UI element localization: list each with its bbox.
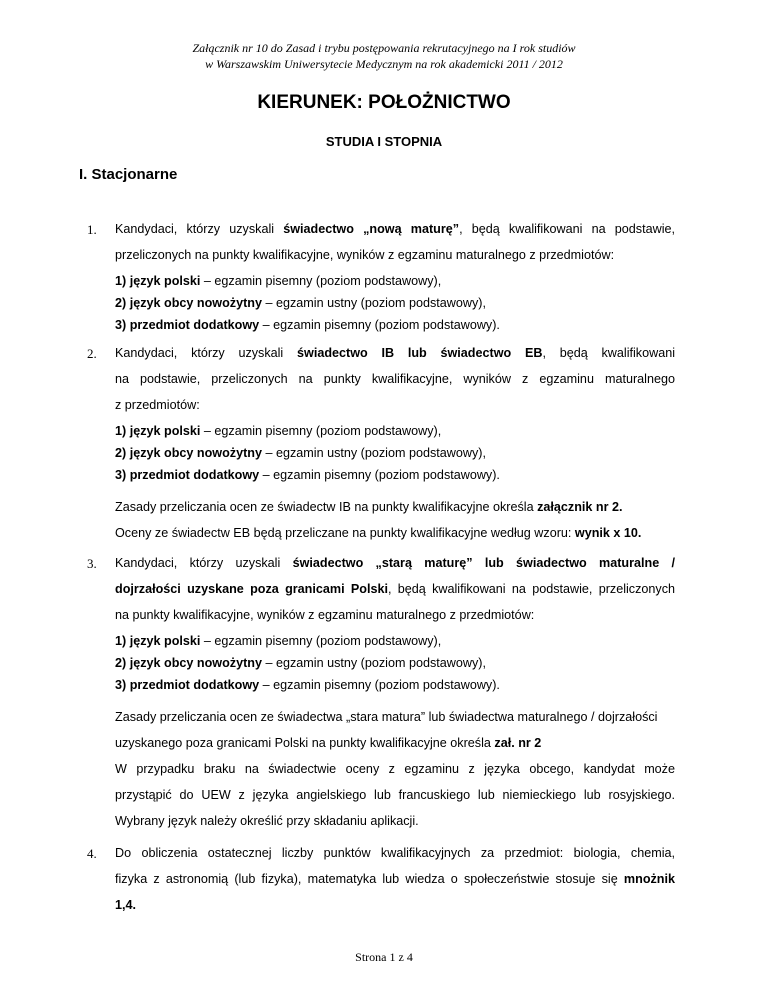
- item-3-line-2: dojrzałości uzyskane poza granicami Polski, będą kwalifikowani na podstawie, przeliczonych: [115, 582, 676, 596]
- item-1-subject-3: 3) przedmiot dodatkowy – egzamin pisemny (poziom podstawowy).: [115, 318, 500, 332]
- item-1-number: 1.: [87, 222, 97, 237]
- item-3-line-1: Kandydaci, którzy uzyskali świadectwo „starą maturę” lub świadectwo maturalne /: [115, 556, 675, 570]
- item-2-note-2: Oceny ze świadectw EB będą przeliczane na punkty kwalifikacyjne według wzoru: wynik x 10.: [115, 526, 642, 540]
- item-3-note-4: przystąpić do UEW z języka angielskiego lub francuskiego lub niemieckiego lub rosyjskiego.: [115, 788, 675, 802]
- item-1-line-2: przeliczonych na punkty kwalifikacyjne, wyników z egzaminu maturalnego z przedmiotów:: [115, 248, 615, 262]
- item-3-note-3: W przypadku braku na świadectwie oceny z egzaminu z języka obcego, kandydat może: [115, 762, 675, 776]
- item-2-line-1: Kandydaci, którzy uzyskali świadectwo IB lub świadectwo EB, będą kwalifikowani: [115, 346, 676, 360]
- item-1-subject-1: 1) język polski – egzamin pisemny (poziom podstawowy),: [115, 274, 442, 288]
- item-1-line-1: Kandydaci, którzy uzyskali świadectwo „nową maturę”, będą kwalifikowani na podstawie,: [115, 222, 676, 236]
- item-3-subject-1: 1) język polski – egzamin pisemny (poziom podstawowy),: [115, 634, 442, 648]
- item-1-subject-2: 2) język obcy nowożytny – egzamin ustny (poziom podstawowy),: [115, 296, 486, 310]
- item-3-subject-3: 3) przedmiot dodatkowy – egzamin pisemny (poziom podstawowy).: [115, 678, 500, 692]
- item-3-note-5: Wybrany język należy określić przy składaniu aplikacji.: [115, 814, 419, 828]
- section-heading: I. Stacjonarne: [79, 166, 178, 183]
- item-4-line-2: fizyka z astronomią (lub fizyka), matematyka lub wiedza o społeczeństwie stosuje się mnożnik: [115, 872, 675, 886]
- item-3-line-3: na punkty kwalifikacyjne, wyników z egzaminu maturalnego z przedmiotów:: [115, 608, 535, 622]
- page-subtitle: STUDIA I STOPNIA: [325, 134, 443, 149]
- header-line-1: Załącznik nr 10 do Zasad i trybu postępowania rekrutacyjnego na I rok studiów: [192, 41, 576, 55]
- page-footer: Strona 1 z 4: [355, 950, 413, 964]
- item-2-subject-2: 2) język obcy nowożytny – egzamin ustny (poziom podstawowy),: [115, 446, 486, 460]
- item-3-note-2: uzyskanego poza granicami Polski na punkty kwalifikacyjne określa zał. nr 2: [115, 736, 542, 750]
- item-4-line-1: Do obliczenia ostatecznej liczby punktów kwalifikacyjnych za przedmiot: biologia, chemia,: [115, 846, 675, 860]
- item-3-subject-2: 2) język obcy nowożytny – egzamin ustny (poziom podstawowy),: [115, 656, 486, 670]
- item-4-number: 4.: [87, 846, 97, 861]
- item-2-line-2: na podstawie, przeliczonych na punkty kwalifikacyjne, wyników z egzaminu maturalnego: [115, 372, 675, 386]
- item-2-subject-3: 3) przedmiot dodatkowy – egzamin pisemny (poziom podstawowy).: [115, 468, 500, 482]
- item-4-line-3: 1,4.: [115, 898, 137, 912]
- item-2-line-3: z przedmiotów:: [115, 398, 200, 412]
- item-3-note-1: Zasady przeliczania ocen ze świadectwa „stara matura” lub świadectwa maturalnego / dojrzałości: [115, 710, 658, 724]
- item-2-note-1: Zasady przeliczania ocen ze świadectw IB na punkty kwalifikacyjne określa załącznik nr 2.: [115, 500, 623, 514]
- item-3-number: 3.: [87, 556, 97, 571]
- item-2-subject-1: 1) język polski – egzamin pisemny (poziom podstawowy),: [115, 424, 442, 438]
- item-2-number: 2.: [87, 346, 97, 361]
- page-title: KIERUNEK: POŁOŻNICTWO: [257, 92, 511, 113]
- header-line-2: w Warszawskim Uniwersytecie Medycznym na rok akademicki 2011 / 2012: [205, 57, 563, 71]
